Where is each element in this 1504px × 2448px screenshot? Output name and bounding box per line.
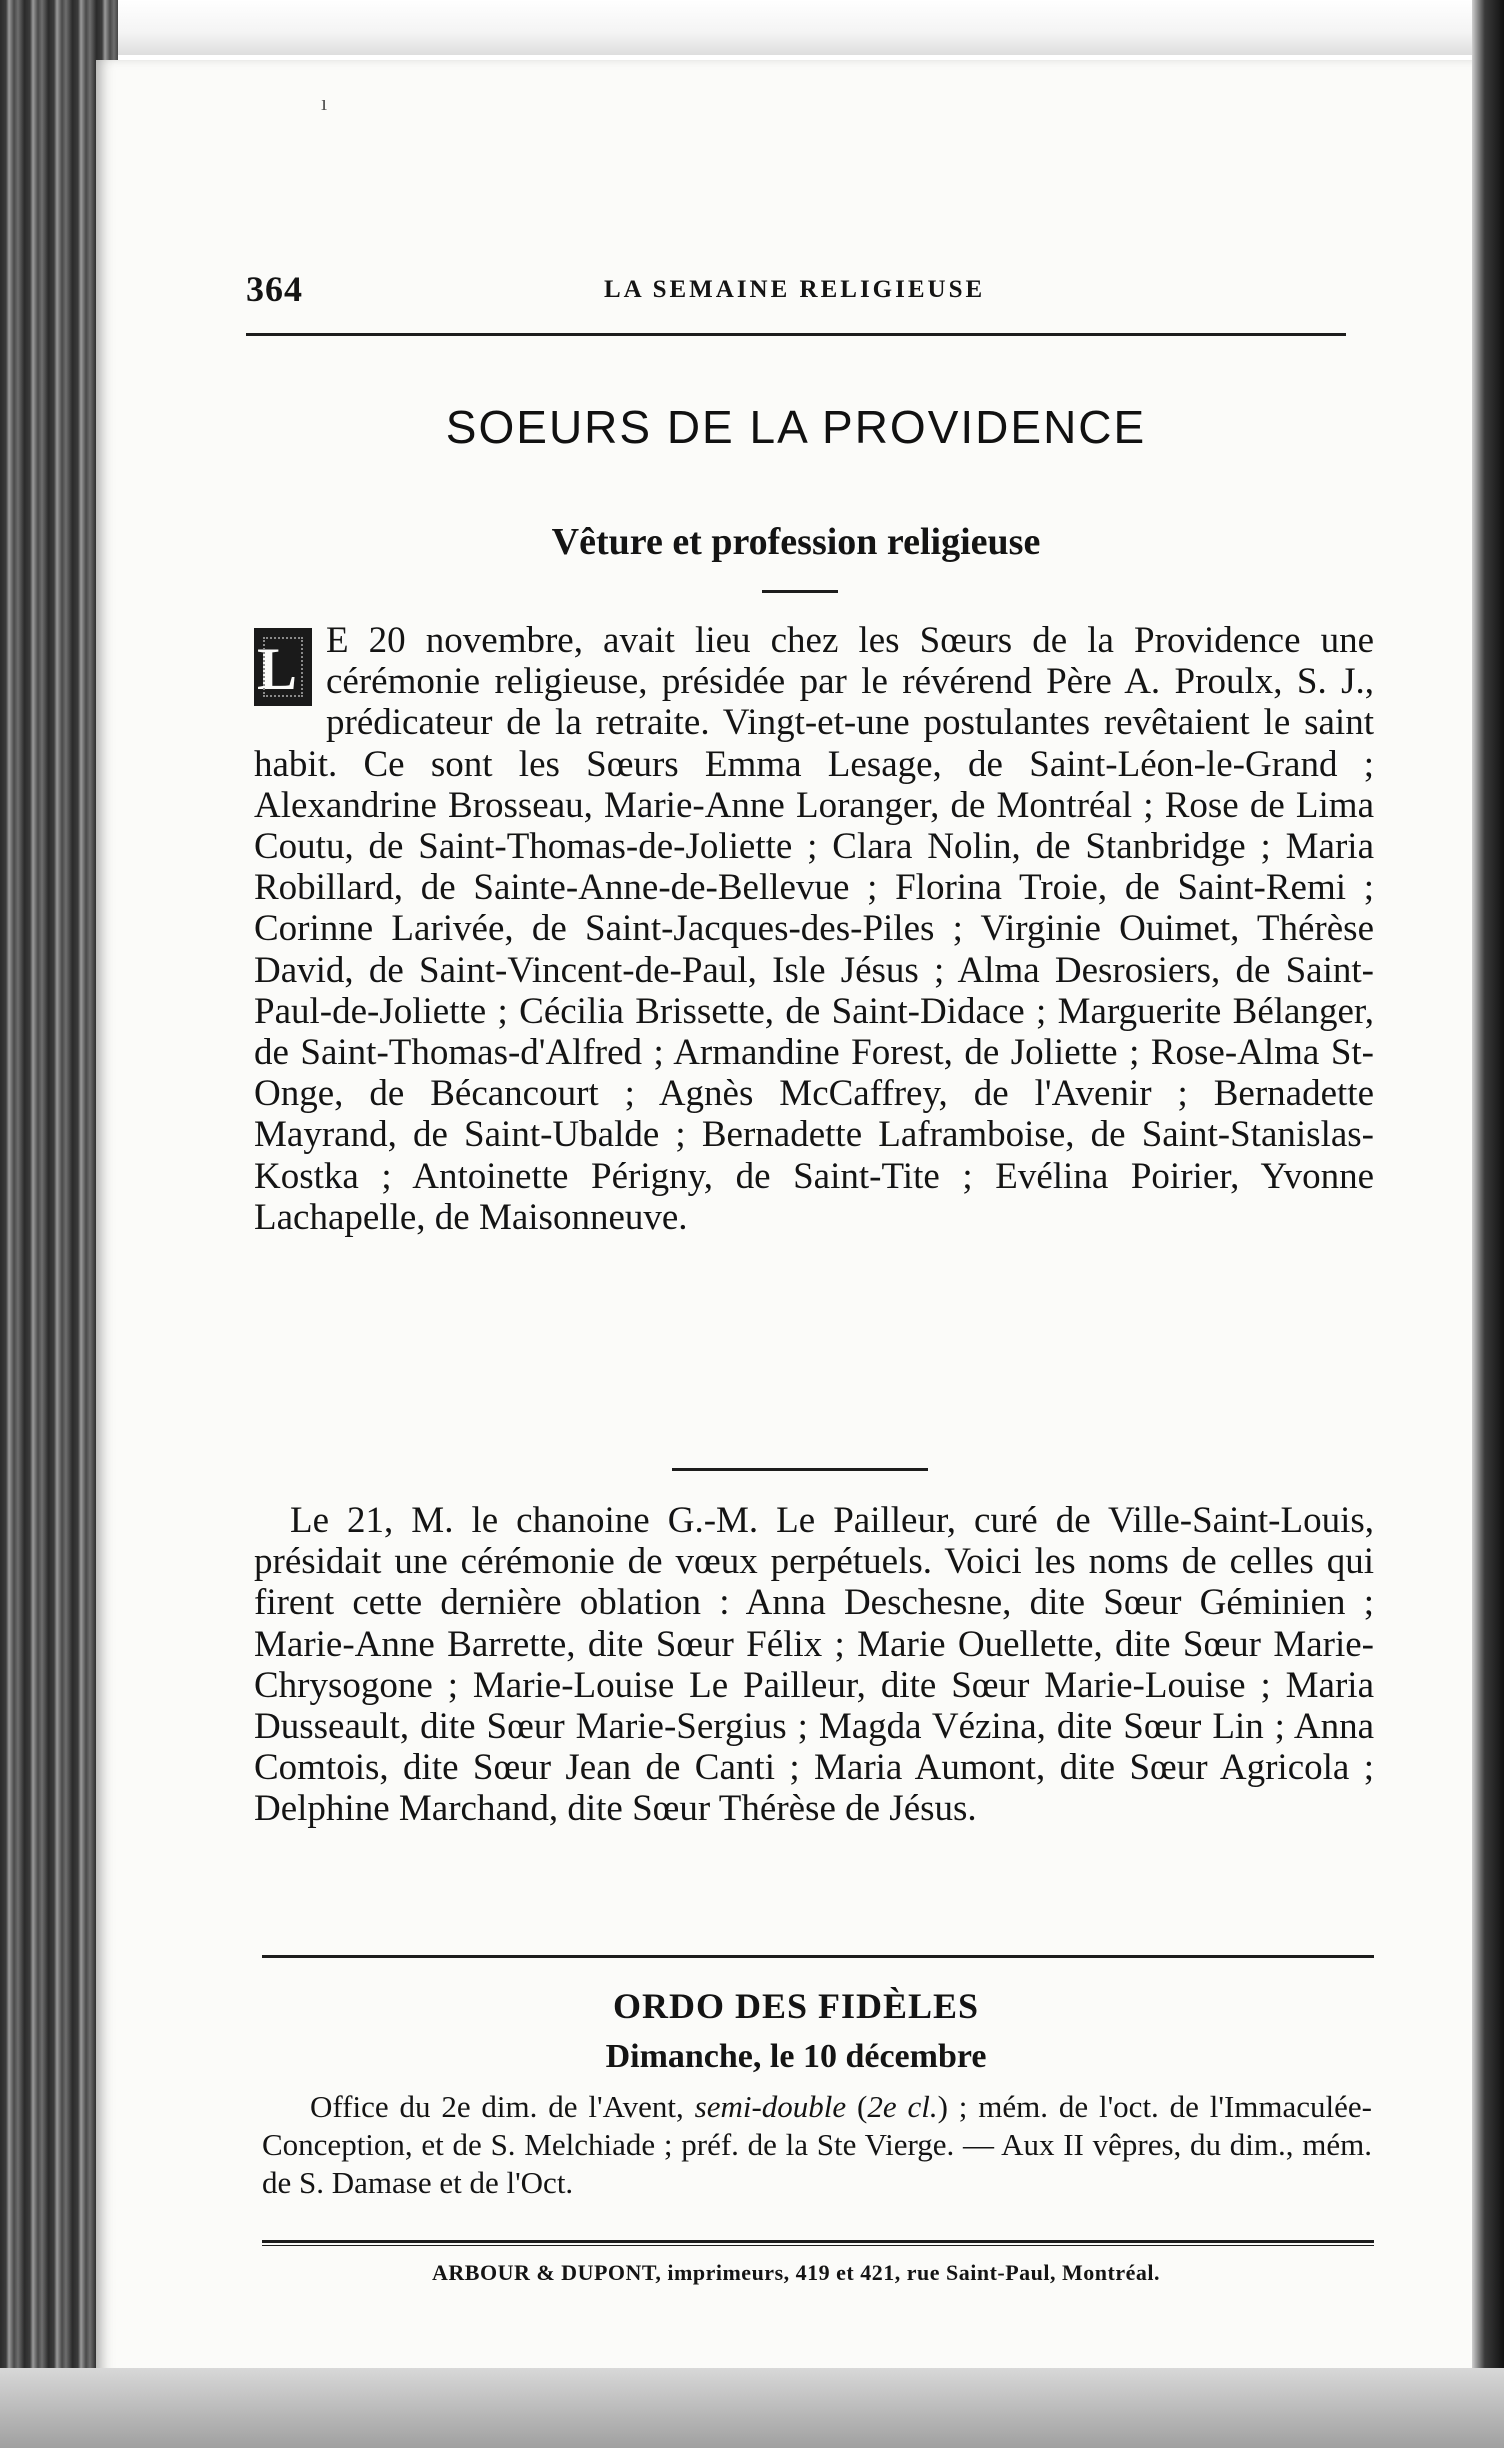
ordo-text-part2: ( — [846, 2089, 868, 2124]
article-title: SOEURS DE LA PROVIDENCE — [445, 401, 1147, 453]
ordo-class-italic: 2e cl. — [867, 2089, 938, 2124]
section-separator — [672, 1468, 928, 1471]
ordo-text-part1: Office du 2e dim. de l'Avent, — [310, 2089, 695, 2124]
subtitle-rule — [762, 590, 838, 593]
article-subtitle: Vêture et profession religieuse — [551, 521, 1041, 563]
footer-rule-top — [262, 2240, 1374, 2243]
page-top-edge — [0, 0, 1504, 55]
drop-cap-initial: L — [254, 628, 312, 706]
ordo-date: Dimanche, le 10 décembre — [605, 2038, 987, 2075]
ordo-text — [262, 2088, 1372, 2202]
ordo-title: ORDO DES FIDÈLES — [612, 1986, 980, 2026]
page-number: 364 — [246, 269, 303, 309]
ordo-rite-italic: semi-double — [694, 2089, 847, 2124]
running-head: LA SEMAINE RELIGIEUSE — [604, 276, 986, 303]
page-mark: ı — [321, 90, 328, 115]
ordo-text-part3: ) ; mém. de l'oct. de l'Immaculée-Conception, et de S. Melchiade ; préf. de la Ste Vierge. — Aux II vêpres, du dim., mém. de S. Damase et de l'Oct. — [262, 2089, 1372, 2200]
page-header — [246, 268, 1346, 318]
page-bottom-edge — [0, 2368, 1504, 2448]
paragraph-vesture — [254, 620, 1374, 1238]
paragraph-vesture-text: E 20 novembre, avait lieu chez les Sœurs de la Providence une cérémonie religieuse, présidée par le révérend Père A. Proulx, S. J., prédicateur de la retraite. Vingt-et-une postulantes revêtaient le saint habit. Ce sont les Sœurs Emma Lesage, de Saint-Léon-le-Grand ; Alexandrine Brosseau, Marie-Anne Loranger, de Montréal ; Rose de Lima Coutu, de Saint-Thomas-de-Joliette ; Clara Nolin, de Stanbridge ; Maria Robillard, de Sainte-Anne-de-Bellevue ; Florina Troie, de Saint-Remi ; Corinne Larivée, de Saint-Jacques-des-Piles ; Virginie Ouimet, Thérèse David, de Saint-Vincent-de-Paul, Isle Jésus ; Alma Desrosiers, de Saint-Paul-de-Joliette ; Cécilia Brissette, de Saint-Didace ; Marguerite Bélanger, de Saint-Thomas-d'Alfred ; Armandine Forest, de Joliette ; Rose-Alma St-Onge, de Bécancourt ; Agnès McCaffrey, de l'Avenir ; Bernadette Mayrand, de Saint-Ubalde ; Bernadette Laframboise, de Saint-Stanislas-Kostka ; Antoinette Périgny, de Saint-Tite ; Evélina Poirier, Yvonne Lachapelle, de Maisonneuve. — [254, 620, 1374, 1238]
book-right-edge — [1472, 0, 1504, 2448]
ordo-top-rule — [262, 1955, 1374, 1958]
paragraph-vows — [254, 1500, 1374, 1830]
footer-rule-bottom — [262, 2245, 1374, 2246]
paragraph-vows-text: Le 21, M. le chanoine G.-M. Le Pailleur, curé de Ville-Saint-Louis, présidait une cérémonie de vœux perpétuels. Voici les noms de celles qui firent cette dernière oblation : Anna Deschesne, dite Sœur Géminien ; Marie-Anne Barrette, dite Sœur Félix ; Marie Ouellette, dite Sœur Marie-Chrysogone ; Marie-Louise Le Pailleur, dite Sœur Marie-Louise ; Maria Dusseault, dite Sœur Marie-Sergius ; Magda Vézina, dite Sœur Lin ; Anna Comtois, dite Sœur Jean de Canti ; Maria Aumont, dite Sœur Agricola ; Delphine Marchand, dite Sœur Thérèse de Jésus. — [254, 1500, 1374, 1830]
header-rule — [246, 333, 1346, 336]
printer-imprint: ARBOUR & DUPONT, imprimeurs, 419 et 421, rue Saint-Paul, Montréal. — [432, 2260, 1160, 2285]
